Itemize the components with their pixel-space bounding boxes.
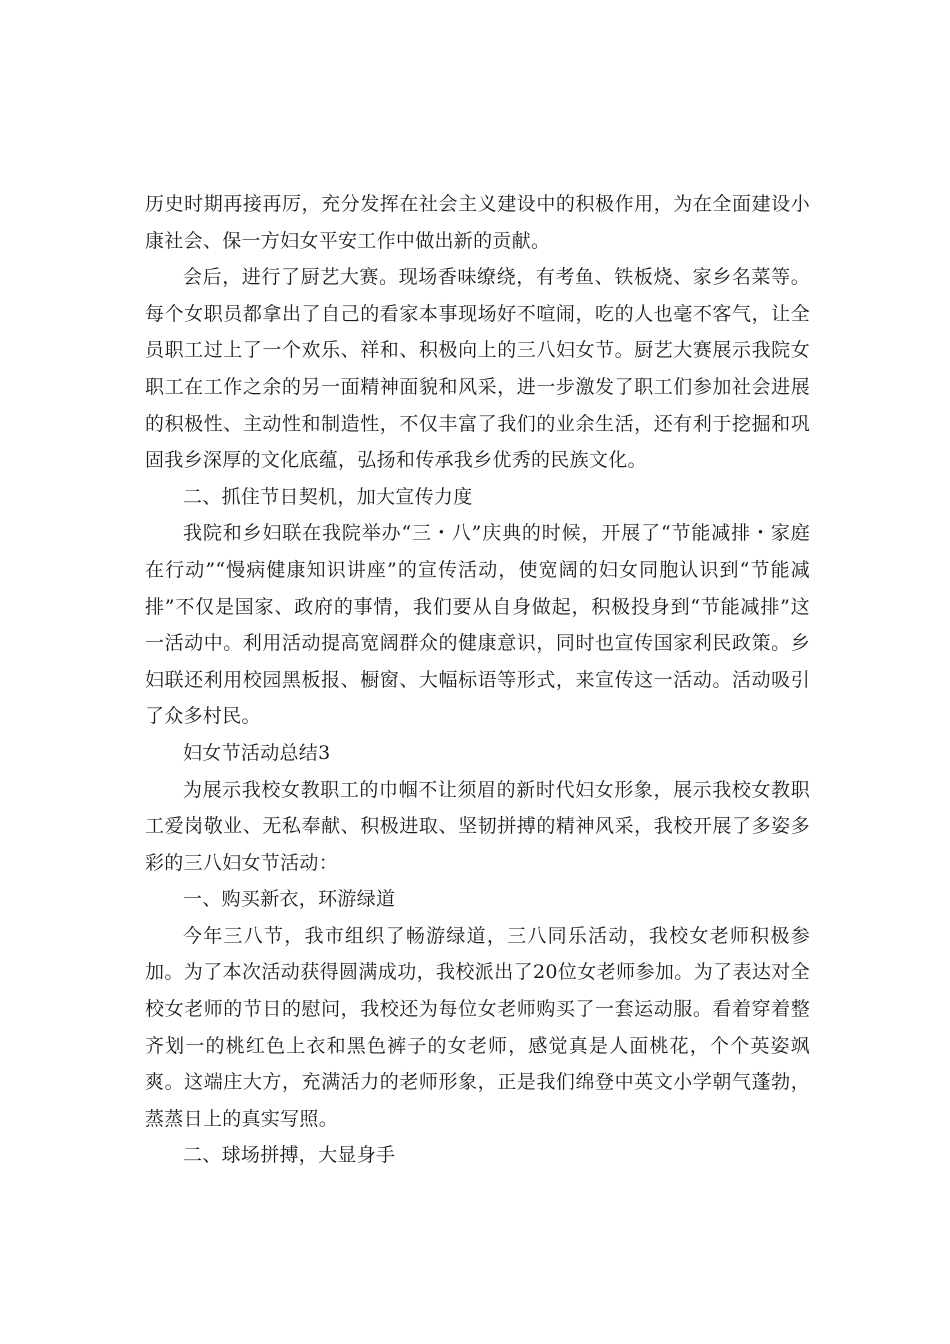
paragraph-cooking-contest: 会后，进行了厨艺大赛。现场香味缭绕，有考鱼、铁板烧、家乡名菜等。每个女职员都拿出了自己的看家本事现场好不喧闹，吃的人也毫不客气，让全员职工过上了一个欢乐、祥和、积极向上的三八妇女节。厨艺大赛展示我院女职工在工作之余的另一面精神面貌和风采，进一步激发了职工们参加社会进展的积极性、主动性和制造性，不仅丰富了我们的业余生活，还有利于挖掘和巩固我乡深厚的文化底蕴，弘扬和传承我乡优秀的民族文化。 — [145, 266, 810, 472]
section-heading-publicity: 二、抓住节日契机，加大宣传力度 — [183, 485, 473, 508]
paragraph-greenway-tour: 今年三八节，我市组织了畅游绿道，三八同乐活动，我校女老师积极参加。为了本次活动获得圆满成功，我校派出了20位女老师参加。为了表达对全校女老师的节日的慰问，我校还为每位女老师购买了一套运动服。看着穿着整齐划一的桃红色上衣和黑色裤子的女老师，感觉真是人面桃花，个个英姿飒爽。这端庄大方，充满活力的老师形象，正是我们绵登中英文小学朝气蓬勃，蒸蒸日上的真实写照。 — [145, 924, 810, 1130]
document-subtitle-summary-3: 妇女节活动总结3 — [183, 741, 331, 764]
paragraph-closing-continuation: 历史时期再接再厉，充分发挥在社会主义建设中的积极作用，为在全面建设小康社会、保一方妇女平安工作中做出新的贡献。 — [145, 193, 810, 252]
paragraph-publicity-activities: 我院和乡妇联在我院举办“三・八”庆典的时候，开展了“节能减排・家庭在行动”“慢病健康知识讲座”的宣传活动，使宽阔的妇女同胞认识到“节能减排”不仅是国家、政府的事情，我们要从自身做起，积极投身到“节能减排”这一活动中。利用活动提高宽阔群众的健康意识，同时也宣传国家利民政策。乡妇联还利用校园黑板报、橱窗、大幅标语等形式，来宣传这一活动。活动吸引了众多村民。 — [145, 522, 810, 728]
document-body — [145, 186, 810, 1174]
paragraph-summary-3-intro: 为展示我校女教职工的巾帼不让须眉的新时代妇女形象，展示我校女教职工爱岗敬业、无私奉献、积极进取、坚韧拼搏的精神风采，我校开展了多姿多彩的三八妇女节活动： — [145, 778, 810, 874]
section-heading-ball-games: 二、球场拼搏，大显身手 — [183, 1144, 396, 1167]
section-heading-new-clothes: 一、购买新衣，环游绿道 — [183, 888, 396, 911]
